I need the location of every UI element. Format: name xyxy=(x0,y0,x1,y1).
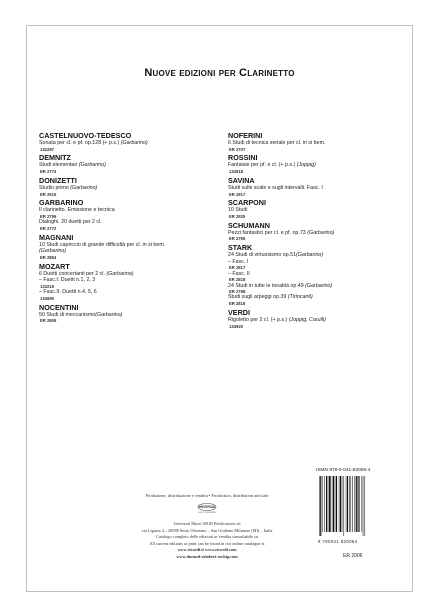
barcode-number: 9 790041 820064 xyxy=(318,539,358,544)
composer-name: STARK xyxy=(228,243,253,253)
editor-name: (Garbarino) xyxy=(39,248,67,255)
barcode-bar xyxy=(344,476,345,536)
edition-number: ER 2917 xyxy=(229,191,246,197)
work-text: – Fasc.I: Duetti n.1, 2, 3 xyxy=(39,277,96,284)
work-text: Studi sugli arpeggi op.39 xyxy=(228,294,288,301)
catalog-entry xyxy=(228,198,403,219)
barcode-bar xyxy=(336,476,337,532)
work-title xyxy=(39,242,199,249)
work-title xyxy=(228,271,403,278)
catalog-entry xyxy=(39,131,199,152)
edition-number: ER 2915 xyxy=(40,191,57,197)
barcode-bar xyxy=(355,476,356,532)
barcode-bar xyxy=(329,476,331,532)
work-text: 50 Studi di meccanismo xyxy=(39,311,96,318)
work-title xyxy=(39,140,199,147)
work-text: 6 Duetti concertanti per 2 cl. xyxy=(39,270,107,277)
work-text: Il clarinetto. Emissione e tecnica xyxy=(39,207,115,214)
work-text: Studi elementari xyxy=(39,162,79,169)
publisher-footer xyxy=(87,493,327,560)
logo-wordmark: UNIVERSAL xyxy=(197,505,217,510)
catalog-entry xyxy=(39,303,199,324)
barcode-bar xyxy=(346,476,347,532)
work-text: Studi sulle scale e sugli intervalli. Fasc. I xyxy=(228,184,323,191)
barcode-bar xyxy=(352,476,353,532)
universal-logo-icon xyxy=(187,502,227,514)
editor-name: (Garbarino) xyxy=(106,270,134,277)
catalog-entry xyxy=(228,308,403,329)
work-title xyxy=(228,162,403,169)
edition-number: ER 2854 xyxy=(40,254,57,260)
edition-number: ER 2774 xyxy=(40,169,57,175)
work-title xyxy=(39,207,199,214)
work-title xyxy=(39,312,199,319)
edition-number: ER 2772 xyxy=(40,225,57,231)
barcode-bar xyxy=(349,476,350,532)
barcode-bar xyxy=(342,476,343,532)
catalog-entry xyxy=(39,262,199,302)
composer-name: CASTELNUOVO-TEDESCO xyxy=(39,131,132,140)
editor-name: (Garbarino) xyxy=(307,229,335,236)
barcode-bar xyxy=(324,476,325,532)
edition-number: 132287 xyxy=(40,146,54,152)
barcode-icon xyxy=(318,476,376,536)
catalog-entry xyxy=(228,176,403,197)
barcode-bar xyxy=(363,476,364,536)
barcode-bar xyxy=(319,476,320,536)
work-text: 10 Studi xyxy=(228,207,248,214)
page-title: Nuove edizioni per Clarinetto xyxy=(144,67,295,79)
barcode-bar xyxy=(347,476,348,532)
work-title xyxy=(228,140,403,147)
catalogue-note-it: Catalogo completo delle edizioni in vendita consultabile su xyxy=(156,534,258,539)
editor-name: (Garbarino) xyxy=(120,140,148,146)
publisher-name: Universal Music MGB Publications srl xyxy=(173,521,241,526)
composer-name: NOFERINI xyxy=(228,131,263,140)
work-title xyxy=(228,259,403,266)
barcode-bar xyxy=(322,476,323,532)
work-title xyxy=(39,271,199,278)
work-text: – Fasc. I xyxy=(228,258,249,265)
left-column xyxy=(39,131,199,325)
composer-name: MOZART xyxy=(39,261,70,271)
barcode-bar xyxy=(335,476,336,532)
edition-number: ER 2816 xyxy=(229,301,246,307)
work-title xyxy=(39,185,199,192)
composer-name: ROSSINI xyxy=(228,153,258,163)
barcode-bar xyxy=(333,476,334,532)
footer-distribution-line: Produzione, distribuzione e vendita • Production, distribution and sale xyxy=(145,493,269,498)
catalogue-note-en: All current editions as print can be found in our online catalogue at xyxy=(149,540,265,546)
edition-number: 133695 xyxy=(40,295,54,301)
work-title xyxy=(228,294,403,301)
work-title xyxy=(39,248,199,255)
website-links[interactable]: www.ricordi.it www.ricordi.com xyxy=(177,547,237,552)
composer-name: MAGNANI xyxy=(39,232,74,242)
edition-number: ER 2796 xyxy=(40,213,57,219)
work-title xyxy=(228,230,403,237)
barcode-bar xyxy=(320,476,321,536)
editor-name: (Joppig) xyxy=(296,162,316,169)
editor-name: (Garbarino) xyxy=(305,282,333,289)
logo-subtitle: MUSIC PUBLISHING xyxy=(198,512,216,514)
work-text: Sonata per cl. e pf. op.128 (+ p.s.) xyxy=(39,140,121,146)
catalog-entry xyxy=(228,131,403,152)
publisher-address: via Liguria 4 – 20098 Sesto Ulteriano – San Giuliano Milanese (MI) – Italia xyxy=(141,527,273,533)
work-text: – Fasc. II xyxy=(228,270,250,277)
edition-number: ER 2818 xyxy=(229,277,246,283)
catalog-entry xyxy=(39,153,199,174)
work-text: 10 Studi capriccio di grande difficoltà per cl. in si bem. xyxy=(39,241,166,248)
work-text: Fantaisie per pf. e cl. (+ p.s.) xyxy=(228,162,297,169)
barcode-bar xyxy=(365,476,366,536)
barcode-bar xyxy=(332,476,333,532)
edition-number: ER 2707 xyxy=(229,146,246,152)
edition-number: ER 2765 xyxy=(229,236,246,242)
catalog-entry xyxy=(228,153,403,174)
right-column xyxy=(228,131,403,330)
edition-number: 134920 xyxy=(229,323,243,329)
catalog-entry xyxy=(228,243,403,306)
composer-name: GARBARINO xyxy=(39,198,84,208)
catalog-entry xyxy=(39,176,199,197)
editor-name: (Garbarino) xyxy=(70,184,98,191)
edition-number: ER 2817 xyxy=(229,265,246,271)
barcode-bar xyxy=(326,476,327,532)
editor-name: (Garbarino) xyxy=(95,311,123,318)
barcode-bar xyxy=(351,476,352,532)
barcode-bar xyxy=(356,476,357,532)
barcode-bar xyxy=(359,476,360,532)
work-title xyxy=(39,289,199,296)
composer-name: SAVINA xyxy=(228,175,255,185)
composer-name: SCARPONI xyxy=(228,198,266,208)
editor-name: (Garbarino) xyxy=(296,252,324,259)
composer-name: DONIZETTI xyxy=(39,175,77,185)
barcode-bar xyxy=(362,476,363,532)
work-title xyxy=(39,277,199,284)
ismn-number: ISMN 979-0-041-82006-4 xyxy=(316,468,371,473)
work-title xyxy=(228,317,403,324)
catalog-entry xyxy=(228,221,403,242)
work-title xyxy=(39,219,199,226)
composer-name: VERDI xyxy=(228,307,250,317)
edition-number: 134918 xyxy=(229,169,243,175)
edition-number: ER 2809 xyxy=(40,318,57,324)
editor-name: (Joppig, Carulli) xyxy=(288,316,326,323)
work-text: Studio primo xyxy=(39,184,71,191)
editor-name: (Garbarino) xyxy=(78,162,106,169)
work-title xyxy=(228,252,403,259)
work-text: 24 Studi in tutte le tonalità op.49 xyxy=(228,282,306,289)
work-text: Pezzi fantastici per cl. e pf. op.73 xyxy=(228,229,308,236)
website-link-durand[interactable]: www.durand-salabert-eschig.com xyxy=(176,553,238,559)
work-title xyxy=(39,162,199,169)
edition-code: ER 2006 xyxy=(343,553,363,559)
barcode-bar xyxy=(328,476,329,532)
work-text: 24 Studi di virtuosismo op.51 xyxy=(228,252,297,259)
edition-number: 133219 xyxy=(40,284,54,290)
work-text: Rigoletto per 2 cl. (+ p.s.) xyxy=(228,316,289,323)
barcode-bar xyxy=(340,476,341,532)
barcode-bar xyxy=(339,476,340,532)
work-title xyxy=(228,207,403,214)
edition-number: ER 2768 xyxy=(229,289,246,295)
composer-name: SCHUMANN xyxy=(228,220,270,230)
catalog-entry xyxy=(39,198,199,231)
work-text: – Fasc.II: Duetti n.4, 5, 6 xyxy=(39,289,97,296)
edition-number: ER 2925 xyxy=(229,213,246,219)
work-text: 6 Studi di tecnica seriale per cl. in si bem. xyxy=(228,140,326,146)
editor-name: (Tirincanti) xyxy=(287,294,313,301)
barcode-bar xyxy=(358,476,359,532)
work-text: Dialoghi. 20 duetti per 2 cl. xyxy=(39,219,102,226)
catalog-entry xyxy=(39,233,199,261)
work-title xyxy=(228,283,403,290)
composer-name: DEMNITZ xyxy=(39,153,71,163)
composer-name: NOCENTINI xyxy=(39,302,79,312)
work-title xyxy=(228,185,403,192)
